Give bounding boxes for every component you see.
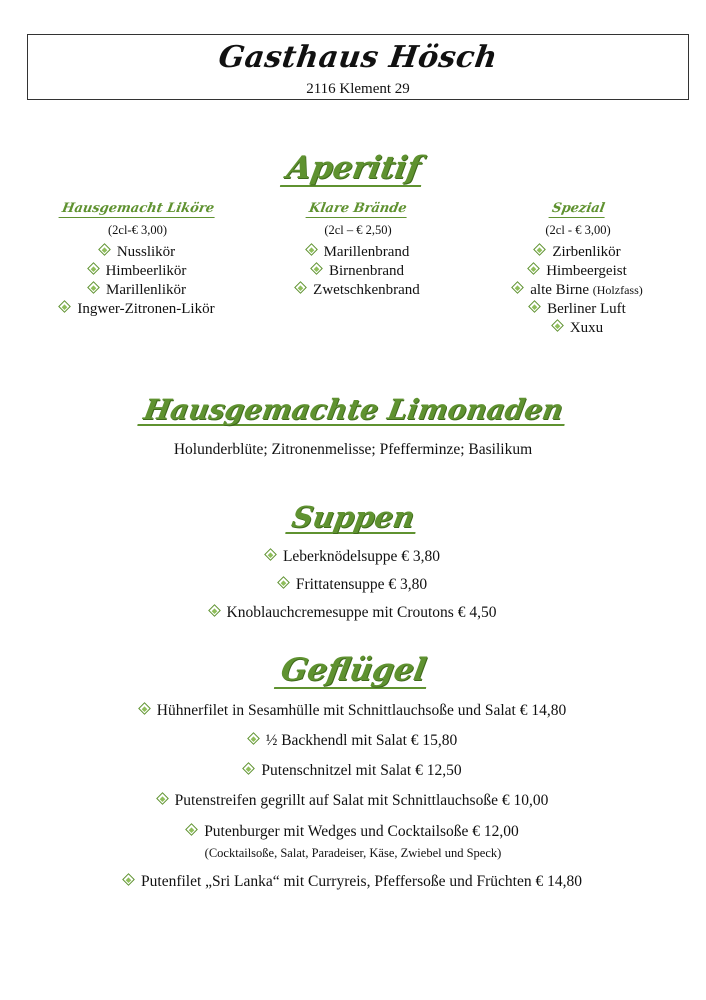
restaurant-address: 2116 Klement 29 xyxy=(306,81,410,97)
list-item: Marillenlikör xyxy=(40,281,235,300)
list-item: Berliner Luft xyxy=(488,300,668,319)
diamond-bullet-icon xyxy=(277,576,290,589)
diamond-bullet-icon xyxy=(264,548,277,561)
diamond-bullet-icon xyxy=(59,300,72,313)
diamond-bullet-icon xyxy=(243,762,256,775)
list-item: Frittatensuppe € 3,80 xyxy=(0,571,706,599)
list-item: Xuxu xyxy=(488,319,668,338)
list-item: ½ Backhendl mit Salat € 15,80 xyxy=(0,726,706,756)
column-price: (2cl - € 3,00) xyxy=(545,223,611,237)
list-item: Leberknödelsuppe € 3,80 xyxy=(0,543,706,571)
list-item: Putenschnitzel mit Salat € 12,50 xyxy=(0,756,706,786)
diamond-bullet-icon xyxy=(87,281,100,294)
holzfass-note: (Holzfass) xyxy=(592,283,643,297)
diamond-bullet-icon xyxy=(305,243,318,256)
section-title-suppen: Suppen xyxy=(0,500,706,534)
section-title-gefluegel: Geflügel xyxy=(0,652,706,689)
list-item: Marillenbrand xyxy=(258,243,458,262)
list-item: Knoblauchcremesuppe mit Croutons € 4,50 xyxy=(0,599,706,627)
diamond-bullet-icon xyxy=(122,873,135,886)
limonaden-flavours: Holunderblüte; Zitronenmelisse; Pfefferminze; Basilikum xyxy=(173,441,533,458)
list-item: Ingwer-Zitronen-Likör xyxy=(40,300,235,319)
diamond-bullet-icon xyxy=(551,319,564,332)
gefluegel-list xyxy=(0,696,706,897)
diamond-bullet-icon xyxy=(138,702,151,715)
column-price: (2cl – € 2,50) xyxy=(324,223,392,237)
list-item: Putenburger mit Wedges und Cocktailsoße € 12,00 (Cocktailsoße, Salat, Paradeiser, Käse, Zwiebel und Speck) xyxy=(0,816,706,863)
column-title: Klare Brände xyxy=(306,201,410,218)
diamond-bullet-icon xyxy=(527,262,540,275)
section-title-aperitif: Aperitif xyxy=(0,150,706,187)
list-item: Nusslikör xyxy=(40,243,235,262)
list-item: Zwetschkenbrand xyxy=(258,281,458,300)
diamond-bullet-icon xyxy=(87,262,100,275)
list-item: Putenstreifen gegrillt auf Salat mit Schnittlauchsoße € 10,00 xyxy=(0,786,706,816)
list-item: alte Birne (Holzfass) xyxy=(488,281,668,300)
diamond-bullet-icon xyxy=(208,604,221,617)
diamond-bullet-icon xyxy=(247,732,260,745)
suppen-list xyxy=(0,543,706,627)
aperitif-column-likoere xyxy=(40,199,235,319)
column-title: Hausgemacht Liköre xyxy=(58,201,217,218)
list-item: Himbeergeist xyxy=(488,262,668,281)
list-item: Himbeerlikör xyxy=(40,262,235,281)
list-item: Hühnerfilet in Sesamhülle mit Schnittlauchsoße und Salat € 14,80 xyxy=(0,696,706,726)
diamond-bullet-icon xyxy=(528,300,541,313)
diamond-bullet-icon xyxy=(98,243,111,256)
list-item: Putenfilet „Sri Lanka“ mit Curryreis, Pfeffersoße und Früchten € 14,80 xyxy=(0,863,706,897)
aperitif-column-spezial xyxy=(488,199,668,338)
header-box xyxy=(27,34,689,100)
diamond-bullet-icon xyxy=(533,243,546,256)
aperitif-column-braende xyxy=(258,199,458,300)
list-item: Birnenbrand xyxy=(258,262,458,281)
diamond-bullet-icon xyxy=(511,281,524,294)
list-item: Zirbenlikör xyxy=(488,243,668,262)
diamond-bullet-icon xyxy=(185,823,198,836)
burger-note: (Cocktailsoße, Salat, Paradeiser, Käse, Zwiebel und Speck) xyxy=(204,846,502,860)
diamond-bullet-icon xyxy=(310,262,323,275)
section-title-limonaden: Hausgemachte Limonaden xyxy=(0,393,706,426)
diamond-bullet-icon xyxy=(156,792,169,805)
column-title: Spezial xyxy=(548,201,607,218)
restaurant-name: Gasthaus Hösch xyxy=(216,40,500,75)
column-price: (2cl-€ 3,00) xyxy=(107,223,167,237)
diamond-bullet-icon xyxy=(294,281,307,294)
